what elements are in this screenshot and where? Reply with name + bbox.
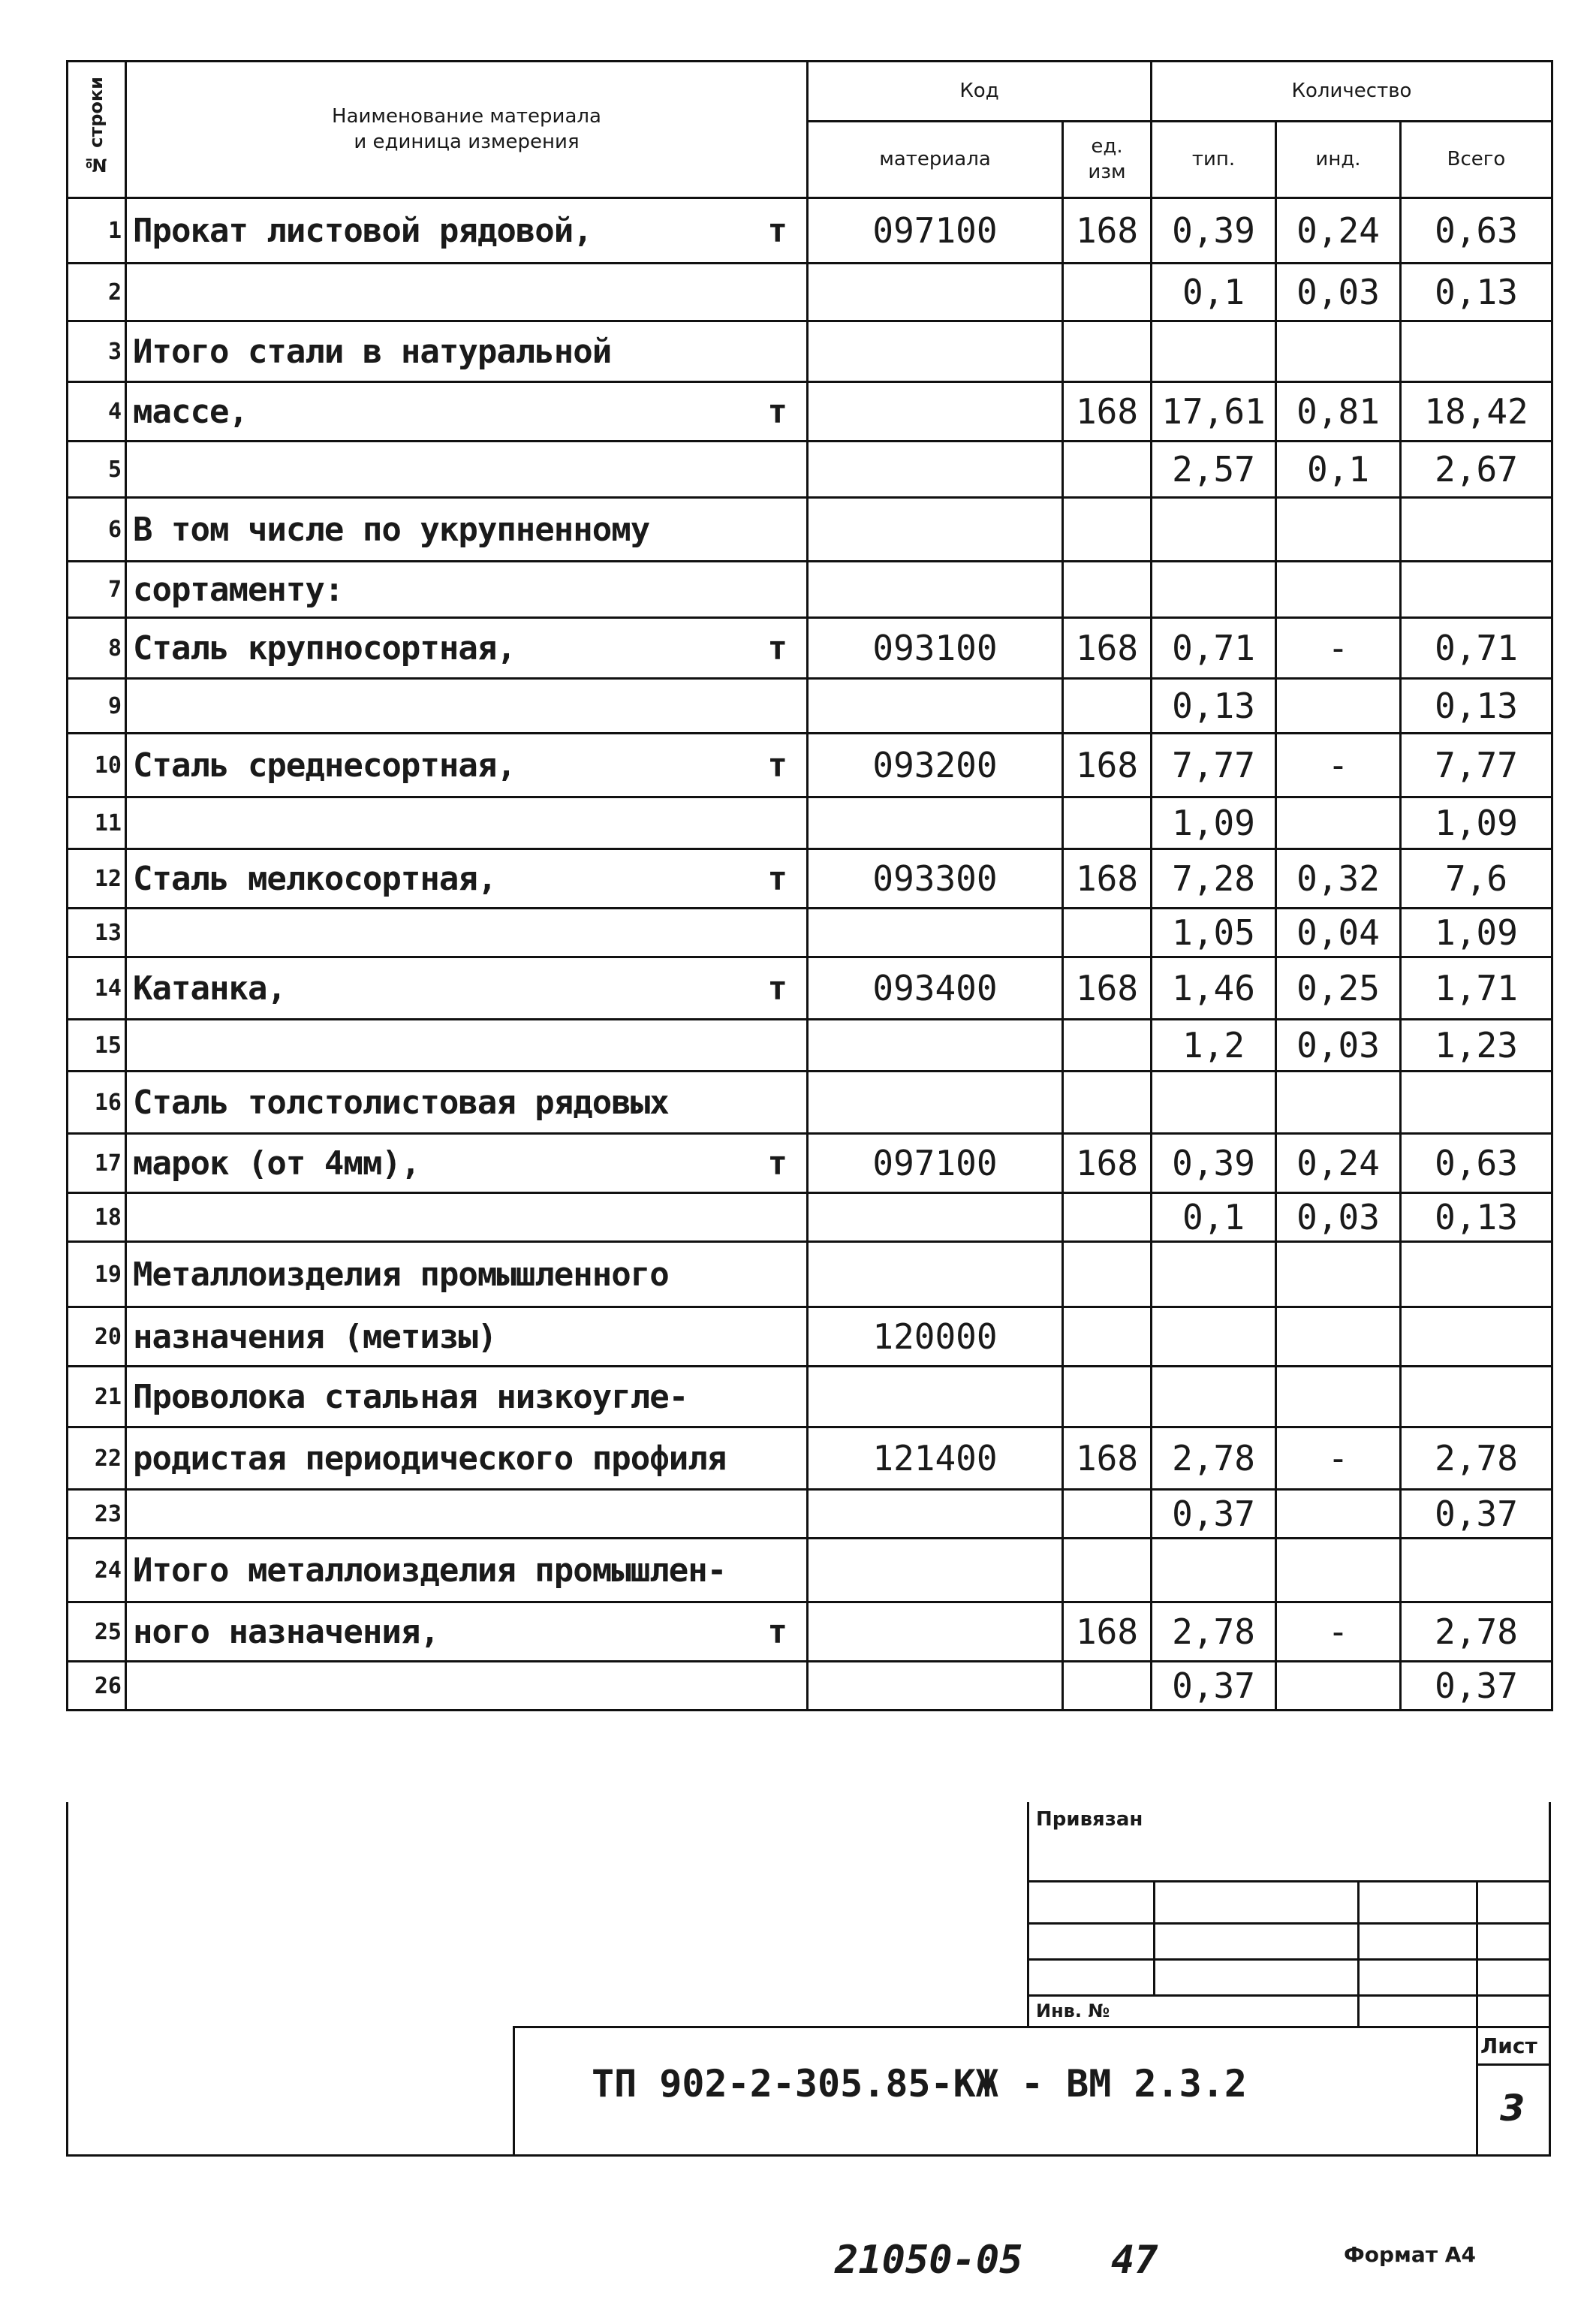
material-name-text: ного назначения, [133, 1612, 439, 1651]
table-row [68, 1134, 1552, 1193]
qty-typ-cell: 7,28 [1152, 849, 1276, 909]
material-name-header: Наименование материала и единица измерения [126, 62, 808, 198]
qty-ind-cell: 0,24 [1276, 198, 1401, 264]
qty-total-cell [1401, 1072, 1552, 1134]
unit-code-cell [1063, 442, 1152, 498]
qty-typ-cell: 0,1 [1152, 264, 1276, 321]
material-name-cell [126, 198, 808, 264]
unit-code-cell [1063, 498, 1152, 562]
material-unit-text: т [767, 392, 787, 431]
qty-typ-cell [1152, 498, 1276, 562]
material-name-cell [126, 1367, 808, 1427]
qty-ind-cell: - [1276, 1602, 1401, 1662]
table-row [68, 1427, 1552, 1490]
qty-total-cell [1401, 1539, 1552, 1602]
material-name-cell [126, 1662, 808, 1711]
row-number-cell: 22 [68, 1427, 126, 1490]
qty-typ-header: тип. [1152, 122, 1276, 198]
material-code-cell [808, 1662, 1063, 1711]
material-code-cell [808, 1602, 1063, 1662]
stamp-vline-2 [1357, 1880, 1360, 2027]
row-number-cell: 20 [68, 1307, 126, 1367]
unit-code-cell [1063, 1539, 1152, 1602]
qty-total-cell: 0,71 [1401, 618, 1552, 679]
qty-ind-cell [1276, 321, 1401, 382]
qty-total-cell: 0,13 [1401, 679, 1552, 734]
material-code-cell [808, 1490, 1063, 1539]
document-code: ТП 902-2-305.85-КЖ - ВМ 2.3.2 [592, 2062, 1247, 2106]
quantity-group-header: Количество [1152, 62, 1552, 122]
document-sheet [66, 60, 1551, 2238]
qty-typ-cell [1152, 321, 1276, 382]
qty-total-cell: 1,09 [1401, 909, 1552, 957]
table-row [68, 1193, 1552, 1242]
qty-ind-cell [1276, 1539, 1401, 1602]
qty-total-cell [1401, 562, 1552, 618]
qty-typ-cell: 0,39 [1152, 1134, 1276, 1193]
material-name-cell [126, 1539, 808, 1602]
title-sheet-line [1476, 2063, 1551, 2066]
qty-total-cell: 1,09 [1401, 797, 1552, 849]
qty-typ-cell: 2,57 [1152, 442, 1276, 498]
material-unit-text: т [767, 746, 787, 785]
privyazan-label: Привязан [1036, 1808, 1143, 1831]
qty-typ-cell: 2,78 [1152, 1427, 1276, 1490]
qty-total-cell: 7,77 [1401, 734, 1552, 797]
row-number-cell: 12 [68, 849, 126, 909]
material-code-cell [808, 1242, 1063, 1307]
qty-ind-cell [1276, 562, 1401, 618]
table-row [68, 1020, 1552, 1072]
material-unit-text: т [767, 1144, 787, 1183]
frame-right [1549, 1802, 1551, 2157]
unit-code-cell [1063, 1307, 1152, 1367]
unit-code-cell: 168 [1063, 198, 1152, 264]
row-number-cell: 18 [68, 1193, 126, 1242]
unit-code-cell: 168 [1063, 957, 1152, 1020]
material-name-cell [126, 849, 808, 909]
row-number-cell: 6 [68, 498, 126, 562]
material-name-text: Металлоизделия промышленного [133, 1255, 669, 1294]
unit-code-cell: 168 [1063, 1134, 1152, 1193]
stamp-line-4 [1027, 1994, 1551, 1997]
unit-code-cell: 168 [1063, 849, 1152, 909]
unit-code-cell [1063, 1662, 1152, 1711]
unit-code-cell [1063, 264, 1152, 321]
qty-ind-cell: 0,03 [1276, 1193, 1401, 1242]
material-name-text: Сталь среднесортная, [133, 746, 516, 785]
table-row [68, 1242, 1552, 1307]
qty-ind-cell [1276, 1490, 1401, 1539]
material-code-cell [808, 1072, 1063, 1134]
qty-ind-cell: - [1276, 618, 1401, 679]
material-code-cell: 097100 [808, 1134, 1063, 1193]
stamp-line-3 [1027, 1958, 1551, 1961]
sheet-label: Лист [1480, 2033, 1537, 2058]
qty-typ-cell: 17,61 [1152, 382, 1276, 442]
table-row [68, 957, 1552, 1020]
material-name-text: Сталь крупносортная, [133, 628, 516, 668]
table-row [68, 442, 1552, 498]
table-row [68, 382, 1552, 442]
table-row [68, 618, 1552, 679]
qty-typ-cell: 1,09 [1152, 797, 1276, 849]
material-name-cell [126, 1072, 808, 1134]
row-number-cell: 11 [68, 797, 126, 849]
title-top [513, 2026, 1551, 2028]
material-name-text: сортаменту: [133, 570, 344, 609]
qty-total-cell: 0,37 [1401, 1490, 1552, 1539]
qty-ind-cell: 0,04 [1276, 909, 1401, 957]
stamp-vline-3 [1476, 1880, 1478, 2027]
qty-total-cell: 7,6 [1401, 849, 1552, 909]
material-name-cell [126, 909, 808, 957]
row-number-cell: 10 [68, 734, 126, 797]
qty-total-cell: 2,78 [1401, 1602, 1552, 1662]
material-name-cell [126, 1602, 808, 1662]
qty-total-cell [1401, 1307, 1552, 1367]
qty-typ-cell [1152, 1367, 1276, 1427]
table-row [68, 498, 1552, 562]
row-number-cell: 3 [68, 321, 126, 382]
material-name-text: Итого металлоизделия промышлен- [133, 1551, 727, 1590]
unit-code-cell [1063, 562, 1152, 618]
material-name-cell [126, 321, 808, 382]
unit-code-cell: 168 [1063, 1427, 1152, 1490]
material-code-cell [808, 1367, 1063, 1427]
qty-total-cell [1401, 321, 1552, 382]
material-code-cell [808, 264, 1063, 321]
unit-code-cell [1063, 909, 1152, 957]
qty-total-cell: 1,71 [1401, 957, 1552, 1020]
qty-typ-cell [1152, 562, 1276, 618]
qty-total-cell: 18,42 [1401, 382, 1552, 442]
material-name-cell [126, 442, 808, 498]
qty-typ-cell: 0,39 [1152, 198, 1276, 264]
row-number-cell: 1 [68, 198, 126, 264]
material-code-cell [808, 442, 1063, 498]
qty-typ-cell: 0,37 [1152, 1662, 1276, 1711]
material-name-cell [126, 1134, 808, 1193]
stamp-line-1 [1027, 1880, 1551, 1882]
material-unit-text: т [767, 628, 787, 668]
table-row [68, 1490, 1552, 1539]
qty-typ-cell [1152, 1242, 1276, 1307]
qty-ind-cell: - [1276, 734, 1401, 797]
qty-total-cell: 0,63 [1401, 1134, 1552, 1193]
qty-ind-cell [1276, 498, 1401, 562]
material-name-cell [126, 562, 808, 618]
table-row [68, 1307, 1552, 1367]
material-unit-text: т [767, 211, 787, 250]
row-number-cell: 7 [68, 562, 126, 618]
row-number-cell: 9 [68, 679, 126, 734]
material-code-cell: 093100 [808, 618, 1063, 679]
qty-typ-cell: 0,37 [1152, 1490, 1276, 1539]
qty-total-cell [1401, 1367, 1552, 1427]
qty-total-cell: 1,23 [1401, 1020, 1552, 1072]
material-unit-text: т [767, 859, 787, 898]
qty-total-cell [1401, 1242, 1552, 1307]
table-row [68, 734, 1552, 797]
table-row [68, 1662, 1552, 1711]
unit-code-cell: 168 [1063, 618, 1152, 679]
unit-code-cell [1063, 321, 1152, 382]
material-code-cell [808, 562, 1063, 618]
qty-ind-cell [1276, 1367, 1401, 1427]
unit-code-cell [1063, 1072, 1152, 1134]
qty-ind-cell: - [1276, 1427, 1401, 1490]
material-name-cell [126, 1490, 808, 1539]
table-row [68, 264, 1552, 321]
table-row [68, 1602, 1552, 1662]
sheet-number: 3 [1500, 2087, 1525, 2130]
qty-typ-cell: 1,05 [1152, 909, 1276, 957]
material-name-text: В том числе по укрупненному [133, 510, 650, 549]
qty-ind-cell [1276, 679, 1401, 734]
material-name-text: Итого стали в натуральной [133, 332, 612, 371]
table-row [68, 198, 1552, 264]
qty-typ-cell: 1,2 [1152, 1020, 1276, 1072]
qty-ind-cell: 0,24 [1276, 1134, 1401, 1193]
material-name-cell [126, 498, 808, 562]
table-row [68, 797, 1552, 849]
row-number-cell: 4 [68, 382, 126, 442]
page-number: 47 [1111, 2238, 1158, 2283]
stamp-divider [1027, 1802, 1029, 2027]
stamp-line-2 [1027, 1922, 1551, 1925]
material-name-text: Прокат листовой рядовой, [133, 211, 592, 250]
code-material-header: материала [808, 122, 1063, 198]
material-unit-text: т [767, 1612, 787, 1651]
material-code-cell [808, 1020, 1063, 1072]
qty-typ-cell: 0,71 [1152, 618, 1276, 679]
material-code-cell: 093400 [808, 957, 1063, 1020]
unit-code-cell [1063, 797, 1152, 849]
table-row [68, 562, 1552, 618]
qty-total-header: Всего [1401, 122, 1552, 198]
frame-left [66, 1802, 68, 2157]
material-name-text: родистая периодического профиля [133, 1439, 727, 1478]
row-number-cell: 23 [68, 1490, 126, 1539]
material-unit-text: т [767, 969, 787, 1008]
material-code-cell [808, 1539, 1063, 1602]
material-name-text: массе, [133, 392, 248, 431]
qty-typ-cell: 1,46 [1152, 957, 1276, 1020]
material-code-cell: 093200 [808, 734, 1063, 797]
material-name-cell [126, 734, 808, 797]
qty-typ-cell [1152, 1307, 1276, 1367]
stamp-vline-1 [1153, 1880, 1155, 1994]
qty-total-cell [1401, 498, 1552, 562]
qty-total-cell: 0,13 [1401, 264, 1552, 321]
archive-number: 21050-05 [835, 2238, 1023, 2283]
material-name-cell [126, 618, 808, 679]
title-sheet-divider [1476, 2026, 1478, 2157]
material-name-cell [126, 957, 808, 1020]
material-code-cell [808, 679, 1063, 734]
unit-code-cell: 168 [1063, 1602, 1152, 1662]
row-number-cell: 25 [68, 1602, 126, 1662]
material-name-cell [126, 264, 808, 321]
qty-ind-cell [1276, 1307, 1401, 1367]
material-name-text: назначения (метизы) [133, 1317, 497, 1356]
frame-bottom [66, 2154, 1551, 2157]
unit-code-cell: 168 [1063, 734, 1152, 797]
code-group-header: Код [808, 62, 1152, 122]
table-row [68, 1072, 1552, 1134]
unit-code-cell [1063, 1193, 1152, 1242]
material-code-cell: 093300 [808, 849, 1063, 909]
material-code-cell [808, 1193, 1063, 1242]
row-number-header: № строки [68, 62, 126, 198]
qty-typ-cell: 7,77 [1152, 734, 1276, 797]
qty-ind-cell: 0,03 [1276, 264, 1401, 321]
material-code-cell [808, 498, 1063, 562]
qty-ind-cell [1276, 1662, 1401, 1711]
format-label: Формат А4 [1344, 2242, 1476, 2267]
qty-total-cell: 0,37 [1401, 1662, 1552, 1711]
table-row [68, 849, 1552, 909]
qty-ind-cell: 0,1 [1276, 442, 1401, 498]
unit-code-cell [1063, 1490, 1152, 1539]
unit-code-cell [1063, 679, 1152, 734]
qty-ind-cell [1276, 797, 1401, 849]
material-code-cell: 120000 [808, 1307, 1063, 1367]
material-name-cell [126, 382, 808, 442]
qty-ind-cell: 0,25 [1276, 957, 1401, 1020]
row-number-cell: 16 [68, 1072, 126, 1134]
qty-total-cell: 2,67 [1401, 442, 1552, 498]
materials-table [66, 60, 1553, 1711]
qty-total-cell: 0,13 [1401, 1193, 1552, 1242]
material-name-text: марок (от 4мм), [133, 1144, 420, 1183]
qty-ind-cell: 0,03 [1276, 1020, 1401, 1072]
qty-total-cell: 0,63 [1401, 198, 1552, 264]
material-code-cell [808, 909, 1063, 957]
material-name-cell [126, 679, 808, 734]
title-left [513, 2026, 515, 2157]
unit-code-cell [1063, 1367, 1152, 1427]
row-number-cell: 26 [68, 1662, 126, 1711]
row-number-cell: 17 [68, 1134, 126, 1193]
inv-number-label: Инв. № [1036, 2000, 1110, 2021]
qty-ind-cell: 0,32 [1276, 849, 1401, 909]
material-name-cell [126, 1020, 808, 1072]
qty-typ-cell: 0,13 [1152, 679, 1276, 734]
code-unit-header: ед. изм [1063, 122, 1152, 198]
qty-ind-cell: 0,81 [1276, 382, 1401, 442]
table-row [68, 1367, 1552, 1427]
table-row [68, 679, 1552, 734]
material-name-text: Сталь толстолистовая рядовых [133, 1083, 669, 1122]
material-name-cell [126, 1307, 808, 1367]
material-name-cell [126, 1242, 808, 1307]
row-number-cell: 15 [68, 1020, 126, 1072]
table-row [68, 1539, 1552, 1602]
row-number-cell: 21 [68, 1367, 126, 1427]
material-code-cell [808, 797, 1063, 849]
row-number-cell: 24 [68, 1539, 126, 1602]
material-name-text: Проволока стальная низкоугле- [133, 1377, 688, 1416]
table-row [68, 321, 1552, 382]
qty-ind-header: инд. [1276, 122, 1401, 198]
material-name-text: Катанка, [133, 969, 286, 1008]
material-name-text: Сталь мелкосортная, [133, 859, 497, 898]
material-code-cell [808, 382, 1063, 442]
qty-typ-cell: 0,1 [1152, 1193, 1276, 1242]
row-number-cell: 2 [68, 264, 126, 321]
qty-typ-cell [1152, 1539, 1276, 1602]
qty-typ-cell: 2,78 [1152, 1602, 1276, 1662]
material-name-cell [126, 1193, 808, 1242]
row-number-cell: 14 [68, 957, 126, 1020]
unit-code-cell [1063, 1242, 1152, 1307]
row-number-cell: 5 [68, 442, 126, 498]
material-code-cell: 097100 [808, 198, 1063, 264]
material-name-cell [126, 797, 808, 849]
qty-ind-cell [1276, 1072, 1401, 1134]
unit-code-cell [1063, 1020, 1152, 1072]
qty-ind-cell [1276, 1242, 1401, 1307]
table-row [68, 909, 1552, 957]
row-number-cell: 19 [68, 1242, 126, 1307]
row-number-cell: 13 [68, 909, 126, 957]
row-number-cell: 8 [68, 618, 126, 679]
qty-typ-cell [1152, 1072, 1276, 1134]
material-code-cell [808, 321, 1063, 382]
material-name-cell [126, 1427, 808, 1490]
unit-code-cell: 168 [1063, 382, 1152, 442]
material-code-cell: 121400 [808, 1427, 1063, 1490]
qty-total-cell: 2,78 [1401, 1427, 1552, 1490]
